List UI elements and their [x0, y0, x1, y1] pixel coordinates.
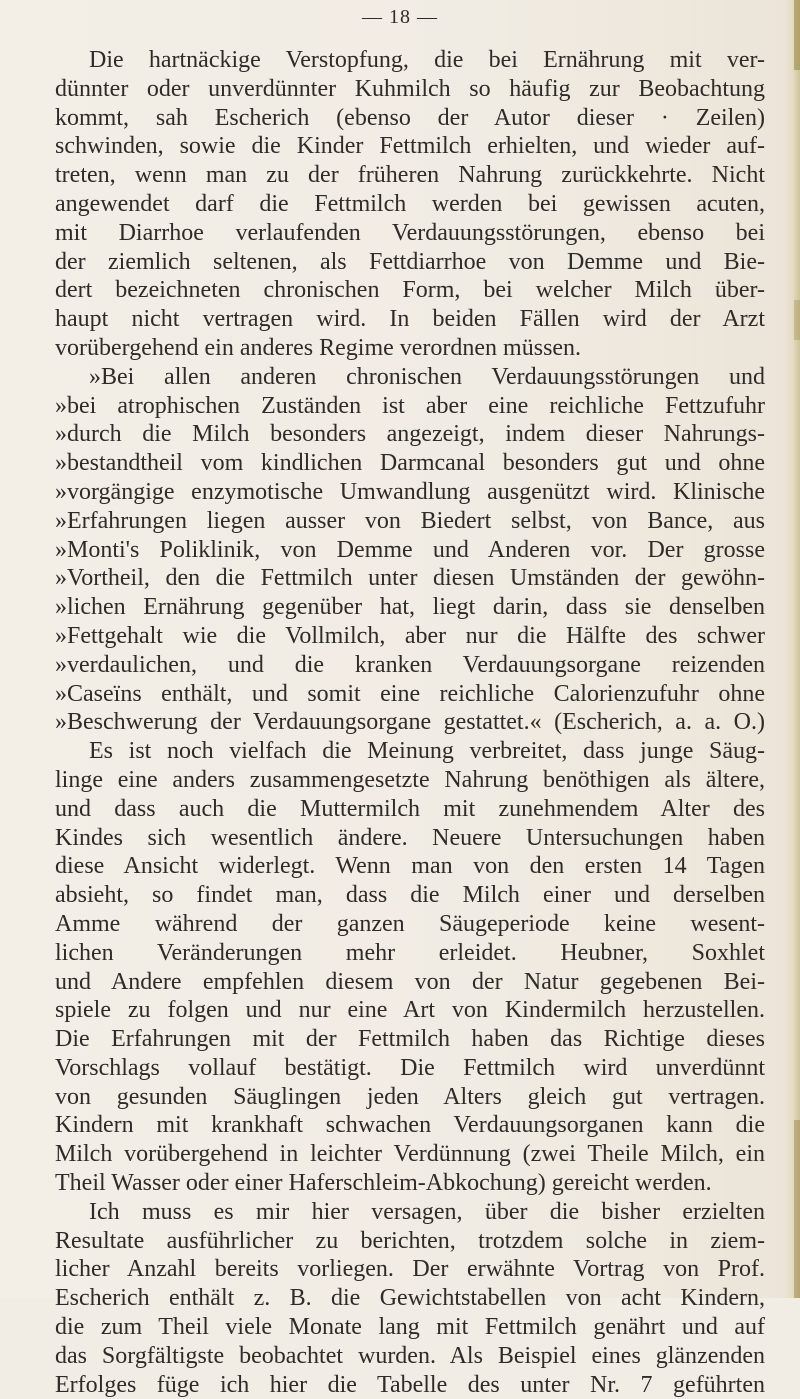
text-line: dünnter oder unverdünnter Kuhmilch so häufig zur Beobachtung [55, 75, 765, 102]
text-line: »Erfahrungen liegen ausser von Biedert selbst, von Bance, aus [55, 507, 765, 534]
text-line: »vorgängige enzymotische Umwandlung ausgenützt wird. Klinische [55, 478, 765, 505]
text-line: spiele zu folgen und nur eine Art von Kindermilch herzustellen. [55, 997, 765, 1024]
text-line: licher Anzahl bereits vorliegen. Der erwähnte Vortrag von Prof. [55, 1256, 765, 1283]
text-line: diese Ansicht widerlegt. Wenn man von den ersten 14 Tagen [55, 853, 765, 880]
text-line: dert bezeichneten chronischen Form, bei welcher Milch über- [55, 277, 765, 304]
text-line: Erfolges füge ich hier die Tabelle des unter Nr. 7 geführten [55, 1371, 765, 1398]
text-line: Theil Wasser oder einer Haferschleim-Abkochung) gereicht werden. [55, 1170, 712, 1197]
text-line: lichen Veränderungen mehr erleidet. Heubner, Soxhlet [55, 939, 765, 966]
text-line: Kindes sich wesentlich ändere. Neuere Untersuchungen haben [55, 824, 765, 851]
text-line: von gesunden Säuglingen jeden Alters gleich gut vertragen. [55, 1083, 765, 1110]
text-line: schwinden, sowie die Kinder Fettmilch erhielten, und wieder auf- [55, 133, 765, 160]
text-line: linge eine anders zusammengesetzte Nahrung benöthigen als ältere, [55, 766, 765, 793]
text-line: »Fettgehalt wie die Vollmilch, aber nur die Hälfte des schwer [55, 622, 765, 649]
text-line: »bei atrophischen Zuständen ist aber eine reichliche Fettzufuhr [55, 392, 765, 419]
body-text [55, 46, 765, 1399]
text-line: vorübergehend ein anderes Regime verordnen müssen. [55, 334, 582, 361]
text-line: und Andere empfehlen diesem von der Natur gegebenen Bei- [55, 968, 765, 995]
text-line: haupt nicht vertragen wird. In beiden Fällen wird der Arzt [55, 306, 765, 333]
text-line: treten, wenn man zu der früheren Nahrung zurückkehrte. Nicht [55, 162, 765, 189]
page-number: — 18 — [362, 6, 438, 28]
text-line: »verdaulichen, und die kranken Verdauungsorgane reizenden [55, 651, 765, 678]
text-line: Die Erfahrungen mit der Fettmilch haben das Richtige dieses [55, 1026, 765, 1053]
text-line: Milch vorübergehend in leichter Verdünnung (zwei Theile Milch, ein [55, 1141, 765, 1168]
text-line: Die hartnäckige Verstopfung, die bei Ernährung mit ver- [89, 47, 765, 73]
text-line: die zum Theil viele Monate lang mit Fettmilch genährt und auf [55, 1314, 765, 1341]
text-line: »Caseïns enthält, und somit eine reichliche Calorienzufuhr ohne [55, 680, 765, 707]
text-line: Ich muss es mir hier versagen, über die bisher erzielten [89, 1198, 765, 1225]
text-line: mit Diarrhoe verlaufenden Verdauungsstörungen, ebenso bei [55, 219, 765, 246]
text-line: Es ist noch vielfach die Meinung verbreitet, dass junge Säug- [89, 738, 765, 765]
text-line: »Bei allen anderen chronischen Verdauungsstörungen und [89, 363, 765, 390]
text-line: Resultate ausführlicher zu berichten, trotzdem solche in ziem- [55, 1227, 765, 1254]
text-line: »bestandtheil vom kindlichen Darmcanal besonders gut und ohne [55, 450, 765, 477]
text-line: Escherich enthält z. B. die Gewichtstabellen von acht Kindern, [55, 1285, 765, 1312]
text-line: absieht, so findet man, dass die Milch einer und derselben [55, 882, 765, 909]
text-line: angewendet darf die Fettmilch werden bei gewissen acuten, [55, 190, 765, 217]
text-line: das Sorgfältigste beobachtet wurden. Als Beispiel eines glänzenden [55, 1342, 765, 1369]
text-line: Kindern mit krankhaft schwachen Verdauungsorganen kann die [55, 1112, 765, 1139]
text-line: »lichen Ernährung gegenüber hat, liegt darin, dass sie denselben [55, 594, 765, 621]
text-line: kommt, sah Escherich (ebenso der Autor dieser · Zeilen) [55, 104, 765, 131]
text-line: »durch die Milch besonders angezeigt, indem dieser Nahrungs- [55, 421, 765, 448]
text-line: Vorschlags vollauf bestätigt. Die Fettmilch wird unverdünnt [55, 1054, 765, 1081]
text-line: »Monti's Poliklinik, von Demme und Anderen vor. Der grosse [55, 536, 765, 563]
page-edge [784, 0, 800, 1298]
text-line: Amme während der ganzen Säugeperiode keine wesent- [55, 910, 765, 937]
text-line: »Beschwerung der Verdauungsorgane gestattet.« (Escherich, a. a. O.) [55, 709, 765, 736]
text-line: »Vortheil, den die Fettmilch unter diesen Umständen der gewöhn- [55, 565, 765, 592]
text-line: und dass auch die Muttermilch mit zunehmendem Alter des [55, 795, 765, 822]
text-line: der ziemlich seltenen, als Fettdiarrhoe von Demme und Bie- [55, 248, 765, 275]
